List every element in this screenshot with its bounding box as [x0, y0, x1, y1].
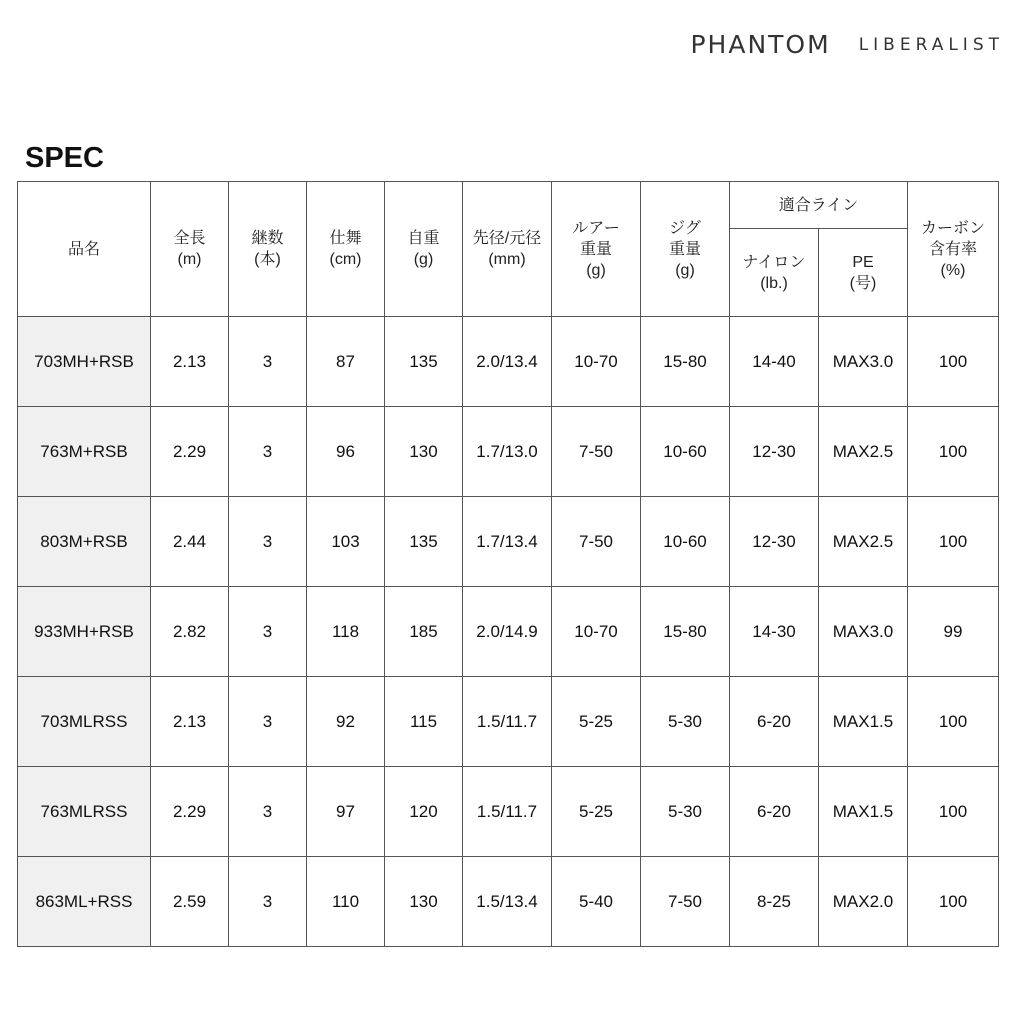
header-line: (mm): [488, 251, 526, 268]
cell-length: 2.44: [151, 497, 229, 587]
cell-jig-weight: 15-80: [641, 317, 730, 407]
table-row: [18, 767, 999, 857]
cell-pe: MAX1.5: [819, 677, 908, 767]
cell-jig-weight: 7-50: [641, 857, 730, 947]
cell-nylon: 8-25: [730, 857, 819, 947]
cell-pe: MAX3.0: [819, 317, 908, 407]
cell-closed-length: 97: [307, 767, 385, 857]
header-nylon: [730, 229, 819, 317]
table-row: [18, 587, 999, 677]
cell-pe: MAX2.5: [819, 407, 908, 497]
phantom-logo: PHANTOM: [690, 30, 831, 59]
cell-closed-length: 103: [307, 497, 385, 587]
cell-pieces: 3: [229, 767, 307, 857]
cell-nylon: 14-30: [730, 587, 819, 677]
header-line: (本): [254, 251, 281, 268]
cell-lure-weight: 7-50: [552, 407, 641, 497]
header-line: ルアー: [572, 219, 620, 237]
cell-lure-weight: 10-70: [552, 317, 641, 407]
cell-name: 763M+RSB: [18, 407, 151, 497]
header-line: 継数: [251, 230, 284, 247]
header-pieces: [229, 182, 307, 317]
cell-pieces: 3: [229, 407, 307, 497]
header-line: 仕舞: [329, 230, 362, 247]
table-row: [18, 317, 999, 407]
table-row: [18, 497, 999, 587]
cell-pe: MAX3.0: [819, 587, 908, 677]
table-row: [18, 677, 999, 767]
header-carbon: [908, 182, 999, 317]
header-line: (g): [586, 261, 606, 279]
cell-carbon: 100: [908, 767, 999, 857]
cell-jig-weight: 10-60: [641, 407, 730, 497]
spec-table: [17, 181, 999, 947]
header-line: (m): [177, 251, 202, 268]
cell-carbon: 100: [908, 497, 999, 587]
header-closed-length: [307, 182, 385, 317]
header-line: 重量: [668, 240, 701, 258]
cell-pieces: 3: [229, 587, 307, 677]
cell-tip-butt: 1.5/13.4: [463, 857, 552, 947]
cell-carbon: 100: [908, 317, 999, 407]
cell-tip-butt: 1.5/11.7: [463, 677, 552, 767]
cell-lure-weight: 5-25: [552, 767, 641, 857]
cell-tip-butt: 1.7/13.0: [463, 407, 552, 497]
cell-name: 933MH+RSB: [18, 587, 151, 677]
cell-length: 2.13: [151, 677, 229, 767]
cell-closed-length: 118: [307, 587, 385, 677]
header-name: [18, 182, 151, 317]
brand-logos: [690, 30, 1004, 59]
cell-name: 863ML+RSS: [18, 857, 151, 947]
header-line: 重量: [579, 240, 612, 258]
header-line-group: 適合ライン: [730, 182, 908, 229]
cell-nylon: 12-30: [730, 407, 819, 497]
cell-pe: MAX1.5: [819, 767, 908, 857]
cell-name: 703MH+RSB: [18, 317, 151, 407]
cell-carbon: 100: [908, 857, 999, 947]
header-line: (g): [675, 261, 695, 279]
cell-closed-length: 92: [307, 677, 385, 767]
cell-tip-butt: 1.7/13.4: [463, 497, 552, 587]
cell-nylon: 6-20: [730, 677, 819, 767]
header-line: (%): [940, 261, 966, 279]
cell-jig-weight: 5-30: [641, 677, 730, 767]
spec-table-header: [18, 182, 999, 317]
table-row: [18, 857, 999, 947]
spec-table-body: [18, 317, 999, 947]
cell-carbon: 99: [908, 587, 999, 677]
cell-lure-weight: 5-40: [552, 857, 641, 947]
cell-jig-weight: 15-80: [641, 587, 730, 677]
cell-closed-length: 110: [307, 857, 385, 947]
header-tip-butt: [463, 182, 552, 317]
header-line: ジグ: [669, 219, 701, 237]
cell-closed-length: 96: [307, 407, 385, 497]
header-line: 自重: [407, 230, 440, 247]
cell-pe: MAX2.5: [819, 497, 908, 587]
cell-jig-weight: 10-60: [641, 497, 730, 587]
cell-tip-butt: 2.0/13.4: [463, 317, 552, 407]
cell-lure-weight: 7-50: [552, 497, 641, 587]
cell-tip-butt: 2.0/14.9: [463, 587, 552, 677]
cell-weight: 130: [385, 857, 463, 947]
cell-length: 2.29: [151, 407, 229, 497]
cell-pieces: 3: [229, 677, 307, 767]
header-line: 全長: [173, 230, 206, 247]
cell-jig-weight: 5-30: [641, 767, 730, 857]
cell-weight: 135: [385, 317, 463, 407]
cell-weight: 135: [385, 497, 463, 587]
cell-weight: 185: [385, 587, 463, 677]
table-row: [18, 407, 999, 497]
cell-pieces: 3: [229, 857, 307, 947]
cell-pieces: 3: [229, 317, 307, 407]
header-line: 品名: [67, 240, 100, 258]
cell-nylon: 6-20: [730, 767, 819, 857]
cell-carbon: 100: [908, 677, 999, 767]
header-line: PE: [852, 253, 874, 271]
header-line: (号): [849, 274, 877, 292]
header-weight: [385, 182, 463, 317]
spec-title: SPEC: [25, 142, 104, 174]
header-lure-weight: [552, 182, 641, 317]
header-jig-weight: [641, 182, 730, 317]
header-line: 含有率: [928, 240, 977, 258]
cell-carbon: 100: [908, 407, 999, 497]
cell-closed-length: 87: [307, 317, 385, 407]
cell-length: 2.13: [151, 317, 229, 407]
cell-name: 703MLRSS: [18, 677, 151, 767]
cell-name: 763MLRSS: [18, 767, 151, 857]
header-line: (cm): [329, 251, 362, 268]
header-line: (g): [413, 251, 434, 268]
cell-name: 803M+RSB: [18, 497, 151, 587]
cell-weight: 120: [385, 767, 463, 857]
cell-length: 2.29: [151, 767, 229, 857]
cell-tip-butt: 1.5/11.7: [463, 767, 552, 857]
header-pe: [819, 229, 908, 317]
header-line: (lb.): [760, 274, 788, 292]
header-line: 先径/元径: [472, 230, 542, 247]
cell-length: 2.59: [151, 857, 229, 947]
cell-lure-weight: 5-25: [552, 677, 641, 767]
liberalist-logo: LIBERALIST: [858, 34, 1004, 55]
cell-lure-weight: 10-70: [552, 587, 641, 677]
cell-pieces: 3: [229, 497, 307, 587]
cell-length: 2.82: [151, 587, 229, 677]
header-line: カーボン: [920, 219, 985, 237]
cell-nylon: 12-30: [730, 497, 819, 587]
cell-weight: 115: [385, 677, 463, 767]
cell-nylon: 14-40: [730, 317, 819, 407]
header-length: [151, 182, 229, 317]
header-line: ナイロン: [742, 253, 806, 271]
cell-weight: 130: [385, 407, 463, 497]
cell-pe: MAX2.0: [819, 857, 908, 947]
